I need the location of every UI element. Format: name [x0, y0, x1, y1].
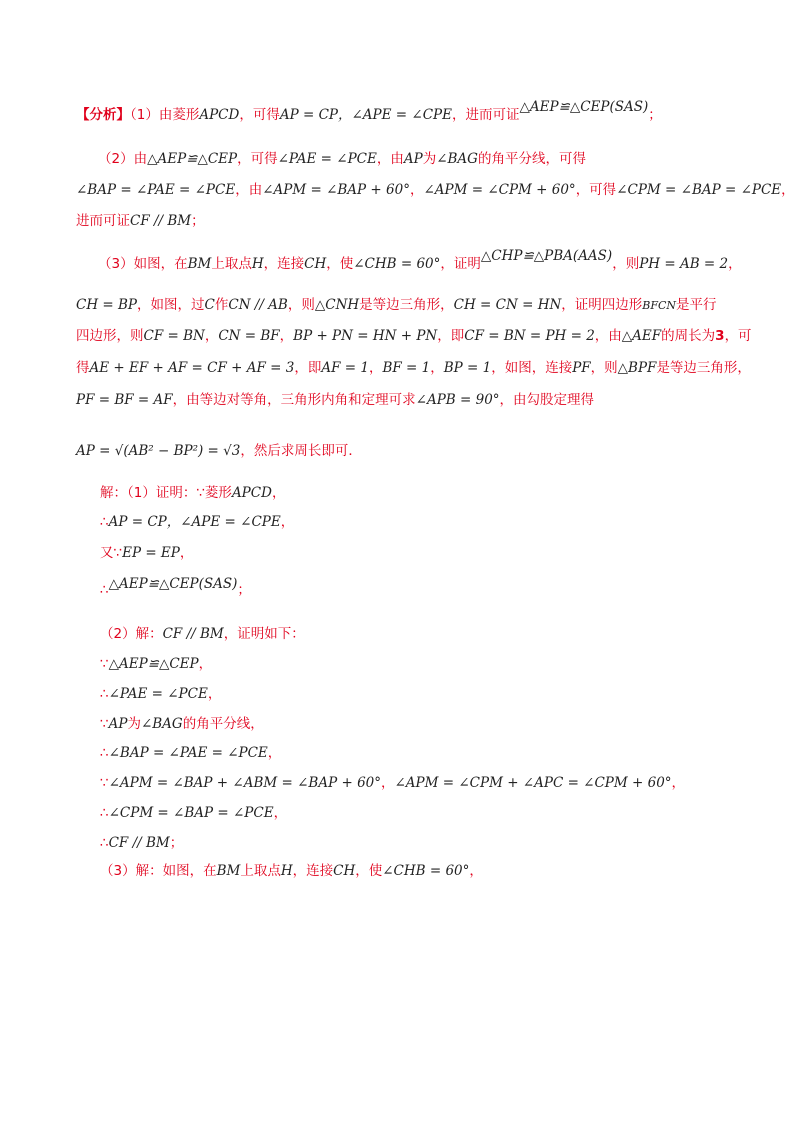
- solution-line-13: （3）解：如图，在BM上取点H，连接CH，使∠CHB = 60°，: [100, 863, 483, 879]
- solution-line-7: ∴∠PAE = ∠PCE，: [100, 686, 222, 702]
- solution-line-11: ∴∠CPM = ∠BAP = ∠PCE，: [100, 805, 288, 821]
- analysis-line-3e: PF = BF = AF，由等边对等角，三角形内角和定理可求∠APB = 90°，由勾股定理得: [76, 392, 595, 408]
- analysis-line-3b: CH = BP，如图，过C作CN // AB，则△CNH是等边三角形，CH = CN = HN，证明四边形BFCN是平行: [76, 297, 717, 313]
- analysis-line-2b: ∠BAP = ∠PAE = ∠PCE，由∠APM = ∠BAP + 60°，∠APM = ∠CPM + 60°，可得∠CPM = ∠BAP = ∠PCE，: [76, 182, 795, 198]
- solution-line-12: ∴CF // BM；: [100, 835, 184, 851]
- analysis-line-2a: （2）由△AEP≌△CEP，可得∠PAE = ∠PCE，由AP为∠BAG的角平分线，可得: [98, 151, 586, 167]
- solution-line-2: ∴AP = CP，∠APE = ∠CPE，: [100, 514, 295, 530]
- analysis-line-3f: AP = √(AB² − BP²) = √3，然后求周长即可．: [76, 443, 362, 459]
- solution-line-4: ∴△AEP≌△CEP(SAS)；: [100, 576, 251, 598]
- solution-line-6: ∵△AEP≌△CEP，: [100, 656, 213, 672]
- analysis-line-1: 【分析】（1）由菱形APCD，可得AP = CP，∠APE = ∠CPE，进而可证△AEP≌△CEP(SAS)；: [76, 99, 662, 123]
- solution-line-10: ∵∠APM = ∠BAP + ∠ABM = ∠BAP + 60°，∠APM = ∠CPM + ∠APC = ∠CPM + 60°，: [100, 775, 686, 791]
- solution-line-1: 解：（1）证明：∵菱形APCD，: [100, 485, 286, 501]
- analysis-line-3a: （3）如图，在BM上取点H，连接CH，使∠CHB = 60°，证明△CHP≌△PBA(AAS)，则PH = AB = 2，: [98, 248, 742, 272]
- analysis-label: 【分析】: [76, 107, 130, 123]
- solution-line-9: ∴∠BAP = ∠PAE = ∠PCE，: [100, 745, 282, 761]
- analysis-line-3d: 得AE + EF + AF = CF + AF = 3，即AF = 1，BF = 1，BP = 1，如图，连接PF，则△BPF是等边三角形，: [76, 360, 751, 376]
- solution-line-8: ∵AP为∠BAG的角平分线，: [100, 716, 264, 732]
- solution-line-3: 又∵EP = EP，: [100, 545, 194, 561]
- analysis-line-3c: 四边形，则CF = BN，CN = BF，BP + PN = HN + PN，即CF = BN = PH = 2，由△AEF的周长为3，可: [76, 328, 752, 344]
- analysis-line-2c: 进而可证CF // BM；: [76, 213, 205, 229]
- solution-line-5: （2）解：CF // BM，证明如下：: [100, 626, 305, 642]
